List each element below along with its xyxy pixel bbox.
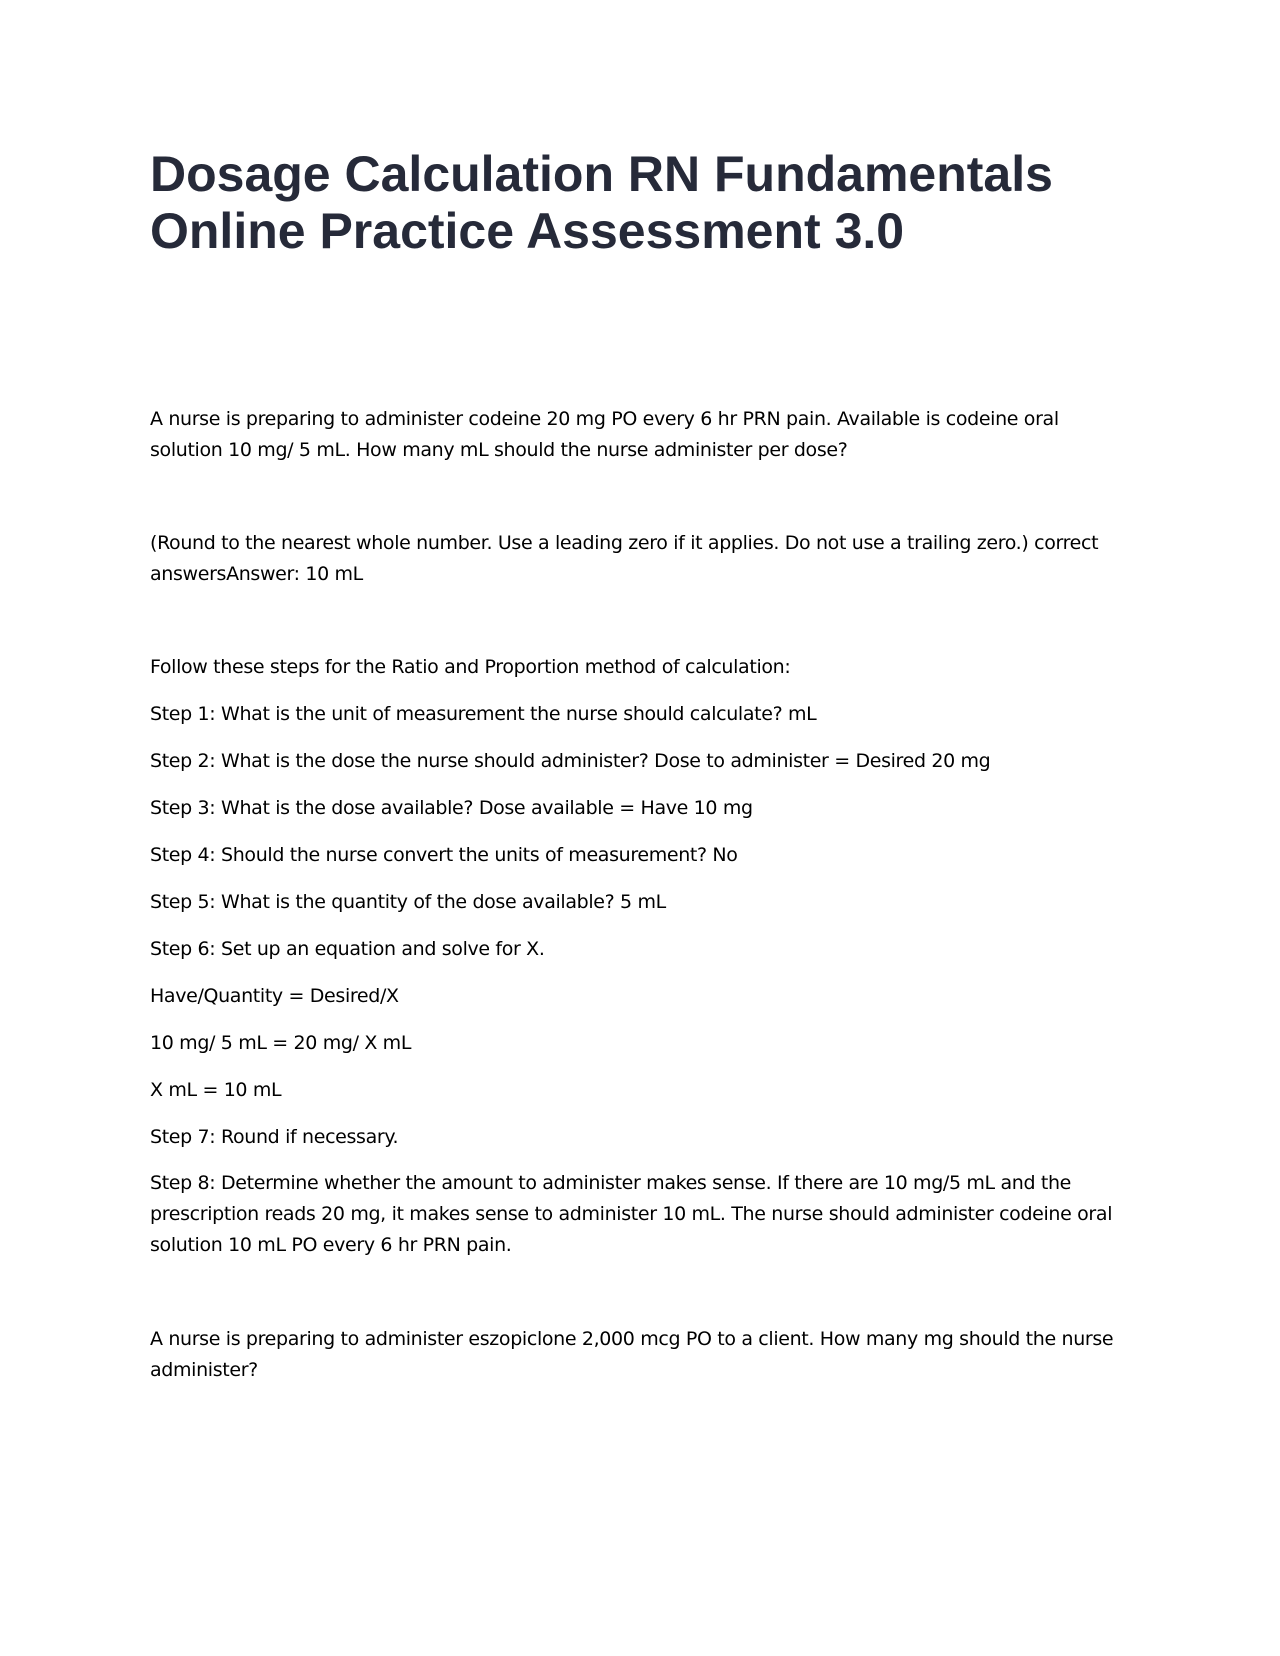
step-3: Step 3: What is the dose available? Dose available = Have 10 mg [150, 797, 753, 819]
question-1-instructions-answer: (Round to the nearest whole number. Use a leading zero if it applies. Do not use a trailing zero.) correct answersAnswer: 10 mL [150, 532, 1099, 585]
step-2: Step 2: What is the dose the nurse should administer? Dose to administer = Desired 20 mg [150, 750, 991, 772]
step-4: Step 4: Should the nurse convert the units of measurement? No [150, 844, 738, 866]
equation-result: X mL = 10 mL [150, 1079, 282, 1101]
equation-formula: Have/Quantity = Desired/X [150, 985, 399, 1007]
question-1-prompt: A nurse is preparing to administer codeine 20 mg PO every 6 hr PRN pain. Available is codeine oral solution 10 mg/ 5 mL. How many mL should the nurse administer per dose? [150, 408, 1059, 461]
step-5: Step 5: What is the quantity of the dose available? 5 mL [150, 891, 666, 913]
title-line-2: Online Practice Assessment 3.0 [150, 203, 905, 259]
step-6: Step 6: Set up an equation and solve for X. [150, 938, 545, 960]
document-title [150, 146, 1130, 260]
question-2-prompt: A nurse is preparing to administer eszopiclone 2,000 mcg PO to a client. How many mg should the nurse administer? [150, 1328, 1114, 1381]
method-intro: Follow these steps for the Ratio and Proportion method of calculation: [150, 656, 791, 678]
title-line-1: Dosage Calculation RN Fundamentals [150, 146, 1053, 202]
step-1: Step 1: What is the unit of measurement the nurse should calculate? mL [150, 703, 817, 725]
step-7: Step 7: Round if necessary. [150, 1126, 399, 1148]
equation-values: 10 mg/ 5 mL = 20 mg/ X mL [150, 1032, 412, 1054]
step-8: Step 8: Determine whether the amount to administer makes sense. If there are 10 mg/5 mL and the prescription reads 20 mg, it makes sense to administer 10 mL. The nurse should administer codeine oral solution 10 mL PO every 6 hr PRN pain. [150, 1172, 1113, 1256]
